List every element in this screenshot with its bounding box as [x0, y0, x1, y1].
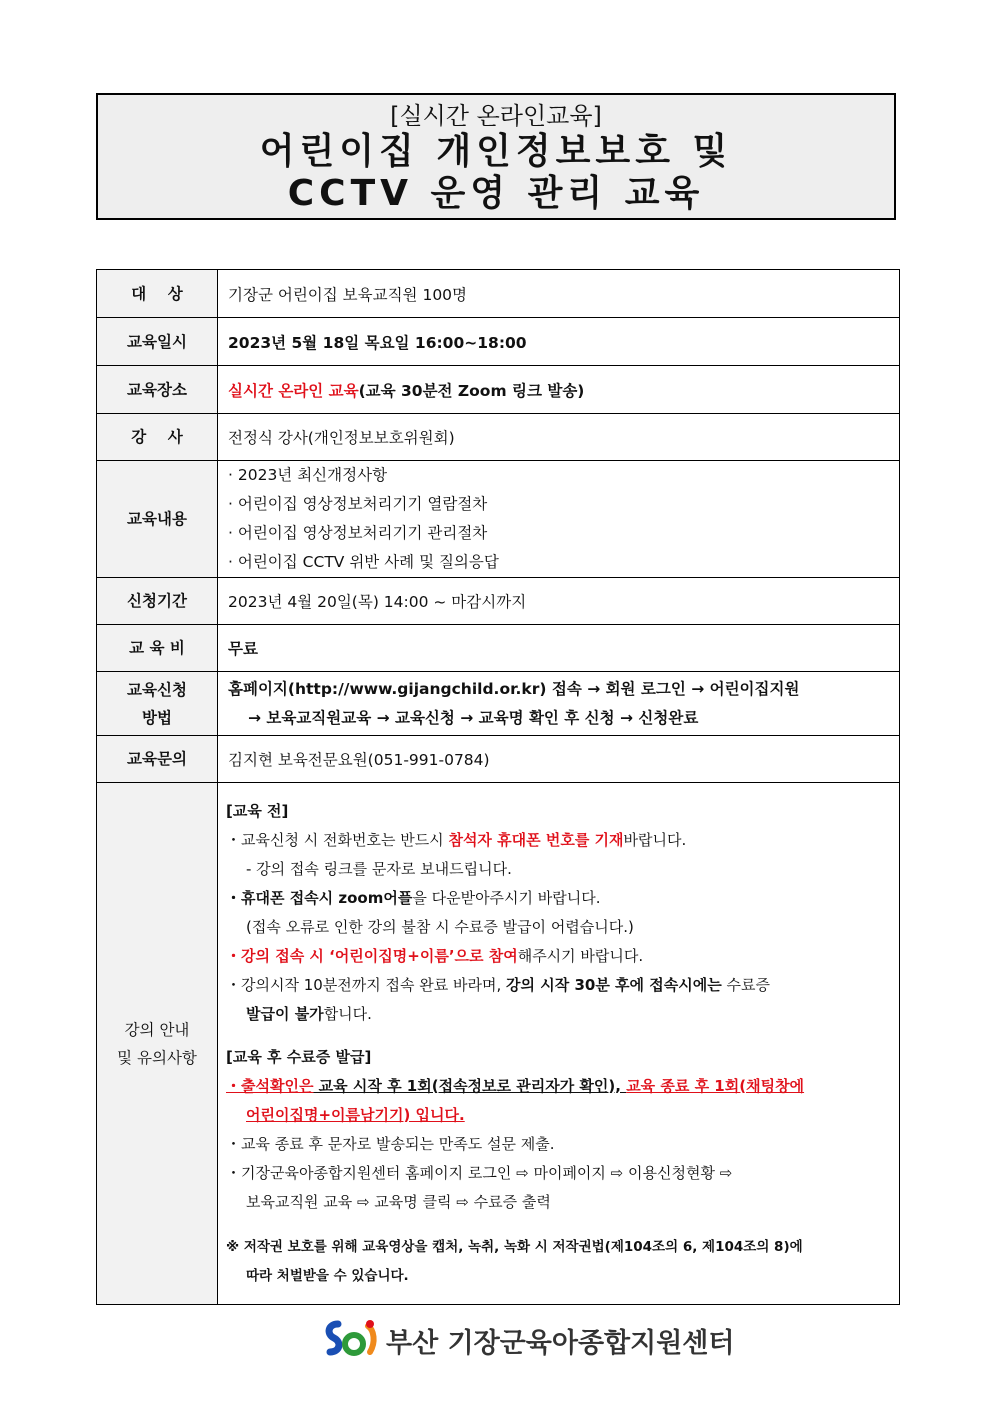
text: 바랍니다.	[623, 830, 687, 849]
content-item: · 어린이집 영상정보처리기기 관리절차	[228, 524, 488, 542]
text: 수료증	[721, 975, 770, 994]
value-content	[218, 461, 900, 578]
place-zoom-note: (교육 30분전 Zoom 링크 발송)	[358, 381, 585, 400]
row-period	[97, 578, 900, 625]
spacer	[226, 1217, 889, 1233]
info-table	[96, 269, 900, 1305]
value-period: 2023년 4월 20일(목) 14:00 ~ 마감시까지	[218, 578, 900, 625]
text: ・강의시작 10분전까지 접속 완료 바라며,	[226, 975, 507, 994]
notes-before-header: [교육 전]	[226, 801, 289, 820]
label-notes-line2: 및 유의사항	[117, 1048, 197, 1067]
title-line-2: CCTV 운영 관리 교육	[287, 173, 705, 214]
label-place: 교육장소	[97, 366, 218, 414]
notes-before-item-2	[226, 884, 889, 913]
value-method	[218, 672, 900, 736]
label-method-line2: 방법	[142, 708, 172, 727]
label-method-line1: 교육신청	[127, 680, 187, 699]
value-target: 기장군 어린이집 보육교직원 100명	[218, 270, 900, 318]
content-item: · 2023년 최신개정사항	[228, 466, 388, 484]
label-method	[97, 672, 218, 736]
copyright-notice-2: 따라 처벌받을 수 있습니다.	[246, 1267, 409, 1284]
notes-after-item-1-sub	[226, 1101, 889, 1130]
row-lecturer	[97, 414, 900, 461]
value-date: 2023년 5월 18일 목요일 16:00~18:00	[218, 318, 900, 366]
row-fee	[97, 625, 900, 672]
content-item: · 어린이집 영상정보처리기기 열람절차	[228, 495, 488, 513]
copyright-notice-1: ※ 저작권 보호를 위해 교육영상을 캡처, 녹취, 녹화 시 저작권법(제104조의 6, 제104조의 8)에	[226, 1238, 803, 1255]
notes-after-item-3-sub: 보육교직원 교육 ⇨ 교육명 클릭 ⇨ 수료증 출력	[246, 1192, 551, 1211]
notes-after-item-3: ・기장군육아종합지원센터 홈페이지 로그인 ⇨ 마이페이지 ⇨ 이용신청현황 ⇨	[226, 1163, 733, 1182]
text: 교육 시작 후 1회(접속정보로 관리자가 확인),	[313, 1076, 627, 1095]
title-line-1: 어린이집 개인정보보호 및	[259, 131, 733, 172]
notes-emphasis: ・강의 접속 시 ‘어린이집명+이름’으로 참여	[226, 946, 518, 965]
spacer	[226, 1029, 889, 1043]
row-content	[97, 461, 900, 578]
row-method	[97, 672, 900, 736]
notes-before-item-3	[226, 942, 889, 971]
notes-emphasis: 어린이집명+이름남기기) 입니다.	[246, 1105, 465, 1124]
notes-emphasis: ・출석확인은	[226, 1076, 314, 1095]
notes-before-item-1	[226, 826, 889, 855]
value-lecturer: 전정식 강사(개인정보보호위원회)	[218, 414, 900, 461]
value-notes	[218, 783, 900, 1305]
content-item: · 어린이집 CCTV 위반 사례 및 질의응답	[228, 553, 499, 571]
place-online: 실시간 온라인 교육	[228, 381, 359, 400]
notes-after-item-2: ・교육 종료 후 문자로 발송되는 만족도 설문 제출.	[226, 1134, 555, 1153]
text: 합니다.	[323, 1004, 372, 1023]
notes-emphasis: 참석자 휴대폰 번호를 기재	[448, 830, 624, 849]
text: 을 다운받아주시기 바랍니다.	[412, 888, 601, 907]
row-place	[97, 366, 900, 414]
value-fee: 무료	[218, 625, 900, 672]
label-target: 대 상	[97, 270, 218, 318]
method-line-2: → 보육교직원교육 → 교육신청 → 교육명 확인 후 신청 → 신청완료	[248, 708, 699, 727]
notes-before-item-2-sub: (접속 오류로 인한 강의 불참 시 수료증 발급이 어렵습니다.)	[246, 917, 634, 936]
title-box	[96, 93, 896, 220]
text: ・휴대폰 접속시 zoom어플	[226, 888, 413, 907]
method-line-1: 홈페이지(http://www.gijangchild.or.kr) 접속 → 회원 로그인 → 어린이집지원	[228, 679, 800, 698]
text: 강의 시작 30분 후에 접속시에는	[506, 975, 722, 994]
notes-before-item-1-sub: - 강의 접속 링크를 문자로 보내드립니다.	[246, 859, 512, 878]
label-date: 교육일시	[97, 318, 218, 366]
row-notes	[97, 783, 900, 1305]
label-inquiry: 교육문의	[97, 736, 218, 783]
text: ・교육신청 시 전화번호는 반드시	[226, 830, 449, 849]
label-period: 신청기간	[97, 578, 218, 625]
value-place	[218, 366, 900, 414]
notes-after-header: [교육 후 수료증 발급]	[226, 1047, 372, 1066]
title-subtitle: [실시간 온라인교육]	[390, 102, 602, 130]
center-logo-icon	[324, 1318, 380, 1362]
row-target	[97, 270, 900, 318]
label-notes-line1: 강의 안내	[124, 1020, 190, 1039]
text: 해주시기 바랍니다.	[517, 946, 644, 965]
footer-logo	[324, 1318, 734, 1362]
label-fee: 교 육 비	[97, 625, 218, 672]
notes-after-item-1	[226, 1072, 889, 1101]
value-inquiry: 김지현 보육전문요원(051-991-0784)	[218, 736, 900, 783]
footer-org-name: 부산 기장군육아종합지원센터	[386, 1327, 735, 1359]
label-lecturer: 강 사	[97, 414, 218, 461]
row-date	[97, 318, 900, 366]
label-notes	[97, 783, 218, 1305]
text: 발급이 불가	[246, 1004, 324, 1023]
notes-emphasis: 교육 종료 후 1회(채팅창에	[626, 1076, 805, 1095]
notes-before-item-4-sub	[226, 1000, 889, 1029]
notes-before-item-4	[226, 971, 889, 1000]
label-content: 교육내용	[97, 461, 218, 578]
row-inquiry	[97, 736, 900, 783]
